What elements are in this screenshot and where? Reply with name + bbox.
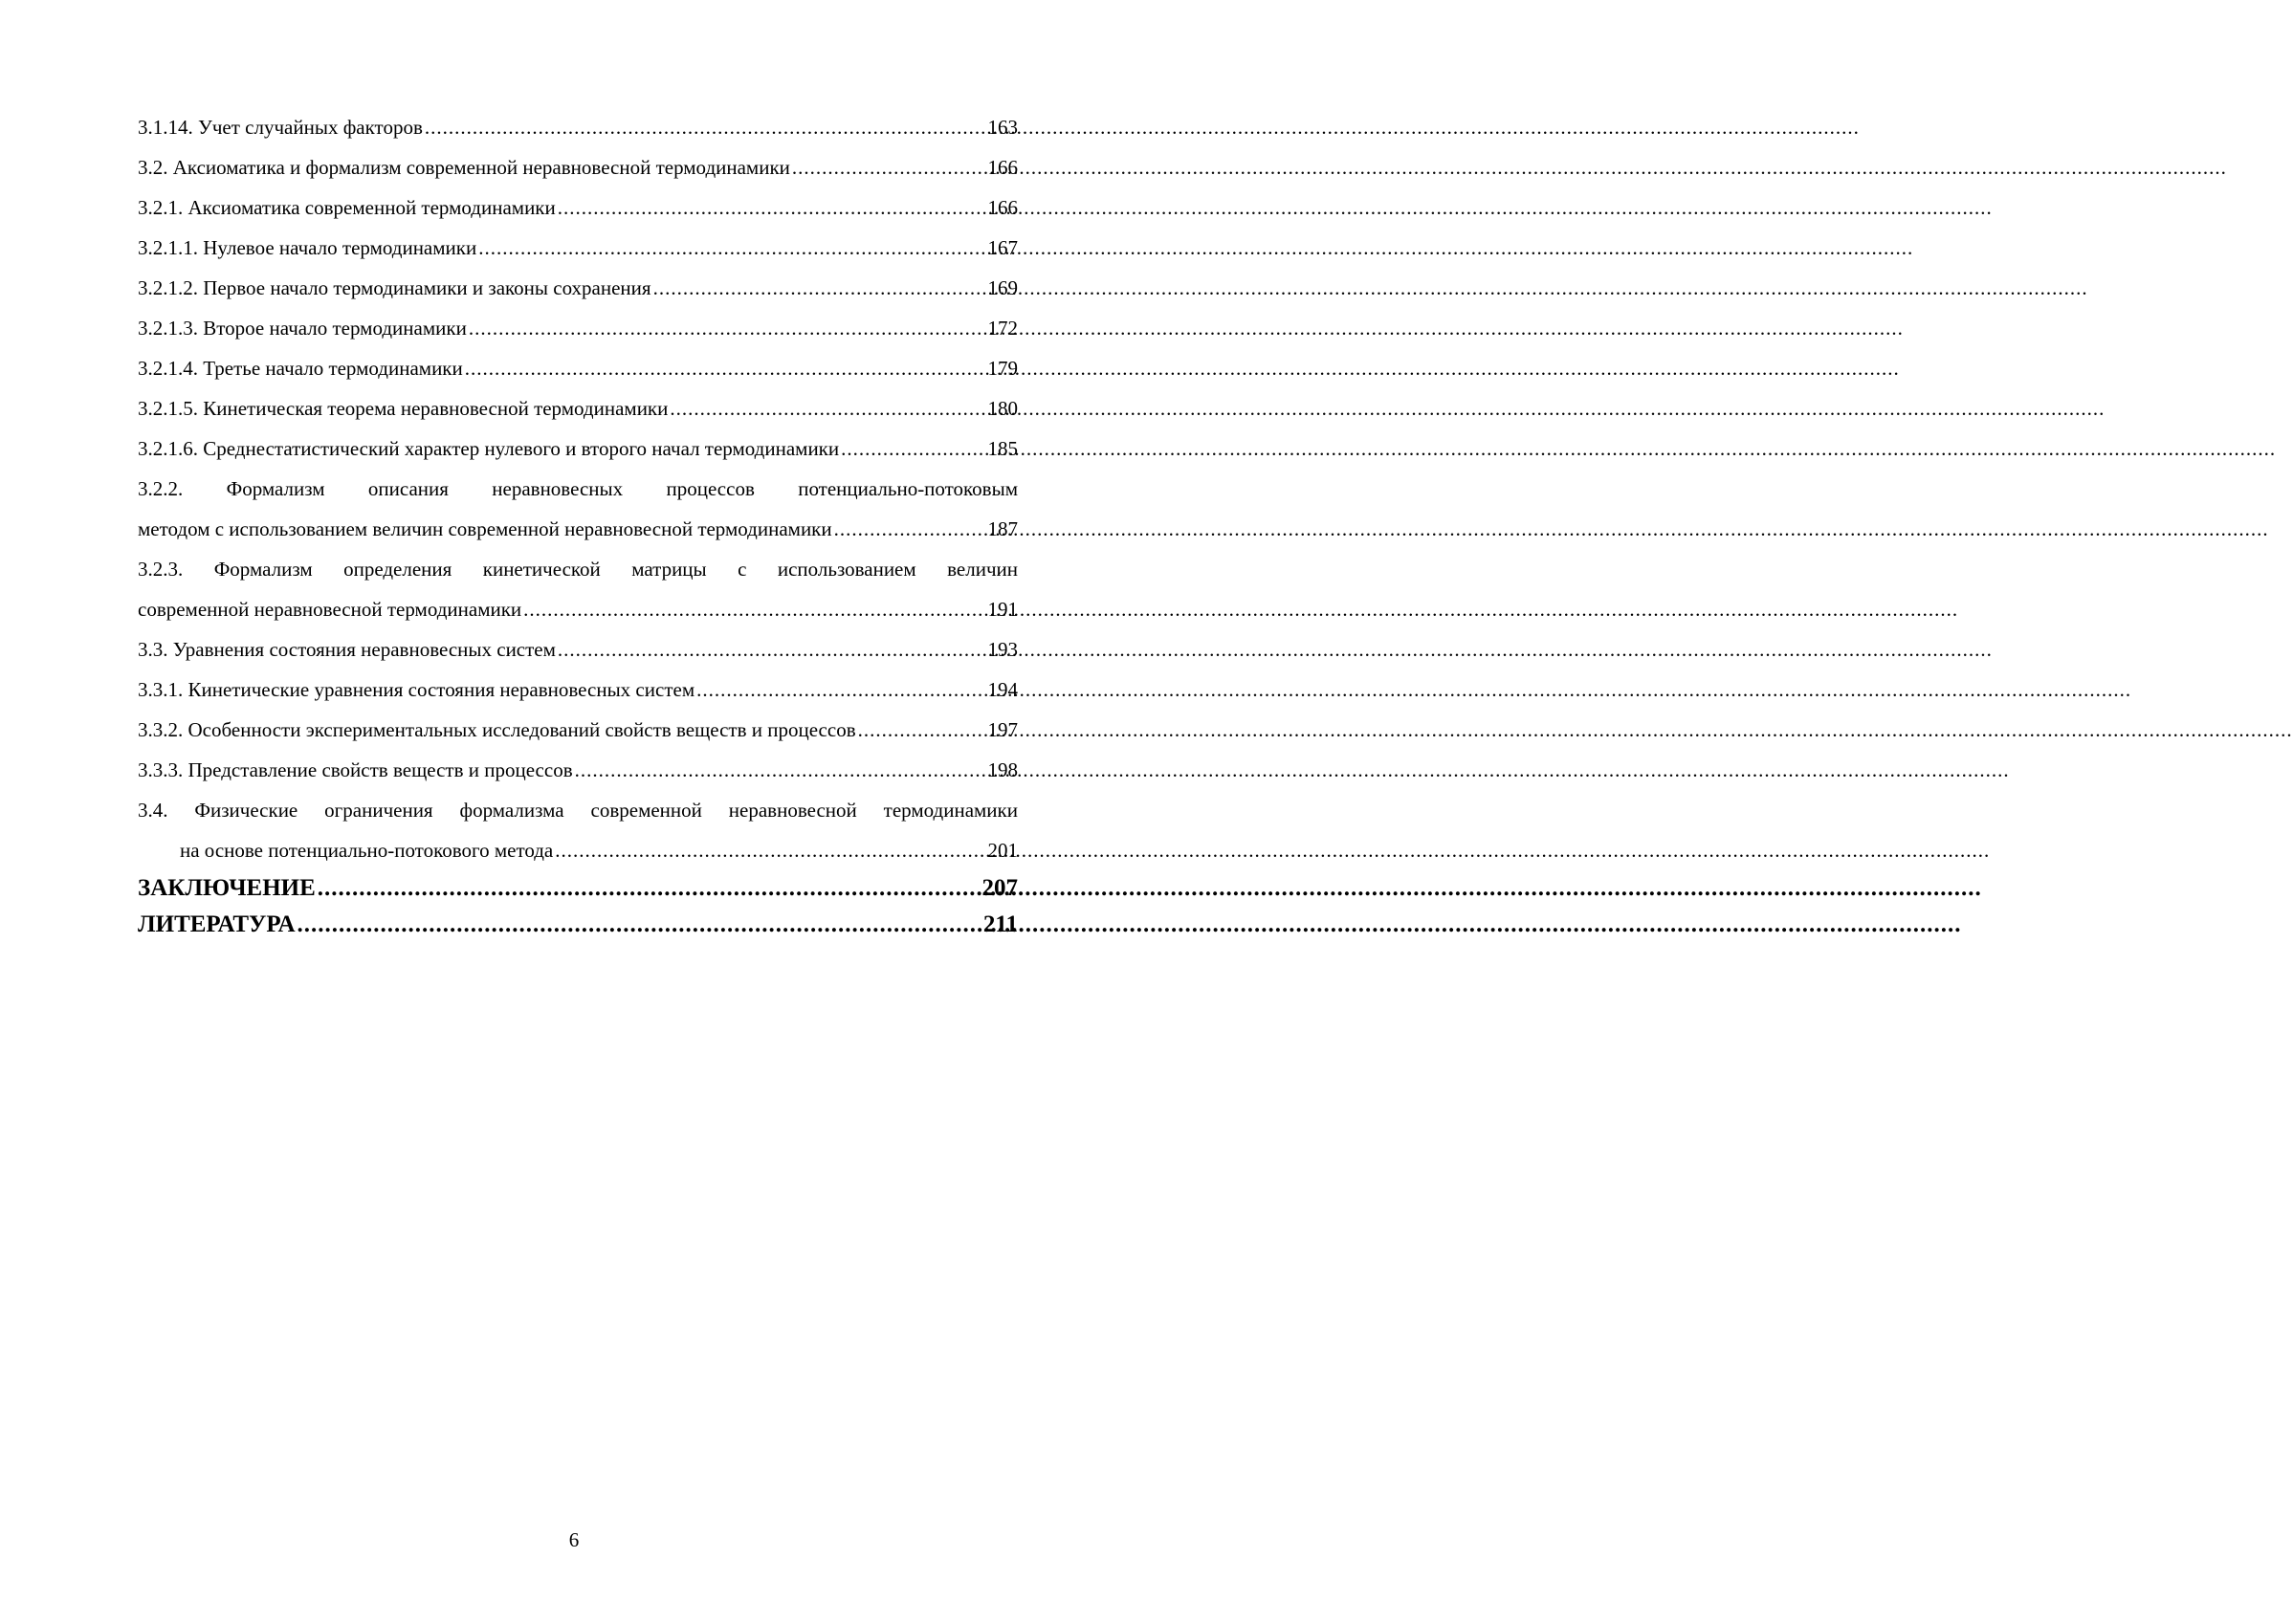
toc-entry-title: ЛИТЕРАТУРА <box>138 911 296 937</box>
toc-entry-page: 180 <box>987 397 1018 420</box>
page-number: 6 <box>568 1528 580 1551</box>
toc-entry-title: 3.2.1.5. Кинетическая теорема неравновесной термодинамики <box>138 397 669 420</box>
toc-entry-title: 3.4. Физические ограничения формализма современной неравновесной термодинамики <box>138 799 1018 822</box>
toc-leader-dots <box>465 348 986 388</box>
toc-entry-page: 201 <box>987 839 1018 862</box>
toc-entry[interactable] <box>138 428 1018 469</box>
toc-entry[interactable] <box>138 790 1018 870</box>
toc-entry-page: 163 <box>987 116 1018 139</box>
toc-entry-title-continued: методом с использованием величин современной неравновесной термодинамики <box>138 517 832 540</box>
toc-entry[interactable] <box>138 469 1018 549</box>
toc-entry[interactable] <box>138 629 1018 669</box>
toc-entry-title: ЗАКЛЮЧЕНИЕ <box>138 875 316 901</box>
toc-leader-dots <box>523 589 985 629</box>
toc-entry-literature[interactable] <box>138 907 1018 943</box>
toc-leader-dots <box>298 907 981 943</box>
table-of-contents <box>138 107 1018 943</box>
toc-entry-title: 3.3.3. Представление свойств веществ и процессов <box>138 758 573 781</box>
toc-entry-page: 211 <box>982 911 1018 937</box>
toc-entry-title-continued: современной неравновесной термодинамики <box>138 598 522 621</box>
toc-entry[interactable] <box>138 187 1018 228</box>
toc-entry-title: 3.2. Аксиоматика и формализм современной неравновесной термодинамики <box>138 156 790 179</box>
toc-entry[interactable] <box>138 228 1018 268</box>
toc-entry-page: 198 <box>987 758 1018 781</box>
toc-entry[interactable] <box>138 710 1018 750</box>
toc-entry-page: 207 <box>981 875 1018 901</box>
toc-entry-page: 169 <box>987 276 1018 299</box>
toc-entry-conclusion[interactable] <box>138 870 1018 907</box>
toc-entry[interactable] <box>138 549 1018 629</box>
toc-entry-page: 166 <box>987 156 1018 179</box>
toc-leader-dots <box>425 107 986 147</box>
toc-entry[interactable] <box>138 388 1018 428</box>
toc-entry-page: 172 <box>987 317 1018 340</box>
toc-entry-title: 3.2.1.6. Среднестатистический характер нулевого и второго начал термодинамики <box>138 437 840 460</box>
toc-entry-title: 3.1.14. Учет случайных факторов <box>138 116 423 139</box>
toc-entry[interactable] <box>138 107 1018 147</box>
toc-entry[interactable] <box>138 308 1018 348</box>
toc-leader-dots <box>575 750 986 790</box>
toc-entry-page: 193 <box>987 638 1018 661</box>
toc-entry-page: 185 <box>987 437 1018 460</box>
toc-leader-dots <box>555 830 985 870</box>
toc-entry[interactable] <box>138 669 1018 710</box>
toc-entry[interactable] <box>138 147 1018 187</box>
toc-leader-dots <box>653 268 986 308</box>
toc-entry-title: 3.2.1.3. Второе начало термодинамики <box>138 317 467 340</box>
toc-entry-page: 197 <box>987 718 1018 741</box>
toc-leader-dots <box>478 228 985 268</box>
toc-entry-title: 3.3.1. Кинетические уравнения состояния неравновесных систем <box>138 678 695 701</box>
toc-entry[interactable] <box>138 348 1018 388</box>
toc-entry-page: 194 <box>987 678 1018 701</box>
toc-entry-page: 179 <box>987 357 1018 380</box>
toc-leader-dots <box>696 669 985 710</box>
toc-entry[interactable] <box>138 750 1018 790</box>
toc-leader-dots <box>558 187 986 228</box>
toc-entry-title: 3.3.2. Особенности экспериментальных исследований свойств веществ и процессов <box>138 718 856 741</box>
toc-entry-title: 3.2.1.1. Нулевое начало термодинамики <box>138 236 477 259</box>
toc-leader-dots <box>670 388 985 428</box>
toc-entry-page: 187 <box>987 517 1018 540</box>
toc-entry-title: 3.2.1.4. Третье начало термодинамики <box>138 357 463 380</box>
toc-leader-dots <box>841 428 985 469</box>
toc-leader-dots <box>834 509 986 549</box>
toc-entry[interactable] <box>138 268 1018 308</box>
toc-leader-dots <box>318 870 981 907</box>
toc-entry-title: 3.2.1. Аксиоматика современной термодинамики <box>138 196 556 219</box>
toc-leader-dots <box>858 710 986 750</box>
toc-leader-dots <box>792 147 986 187</box>
toc-entry-title: 3.2.3. Формализм определения кинетической матрицы с использованием величин <box>138 558 1018 581</box>
toc-leader-dots <box>469 308 986 348</box>
toc-entry-title: 3.3. Уравнения состояния неравновесных систем <box>138 638 556 661</box>
toc-entry-title: 3.2.1.2. Первое начало термодинамики и законы сохранения <box>138 276 651 299</box>
toc-entry-title: 3.2.2. Формализм описания неравновесных процессов потенциально-потоковым <box>138 477 1018 500</box>
toc-leader-dots <box>558 629 986 669</box>
toc-entry-page: 166 <box>987 196 1018 219</box>
toc-entry-page: 167 <box>987 236 1018 259</box>
toc-entry-page: 191 <box>987 598 1018 621</box>
toc-entry-title-continued: на основе потенциально-потокового метода <box>180 839 554 862</box>
